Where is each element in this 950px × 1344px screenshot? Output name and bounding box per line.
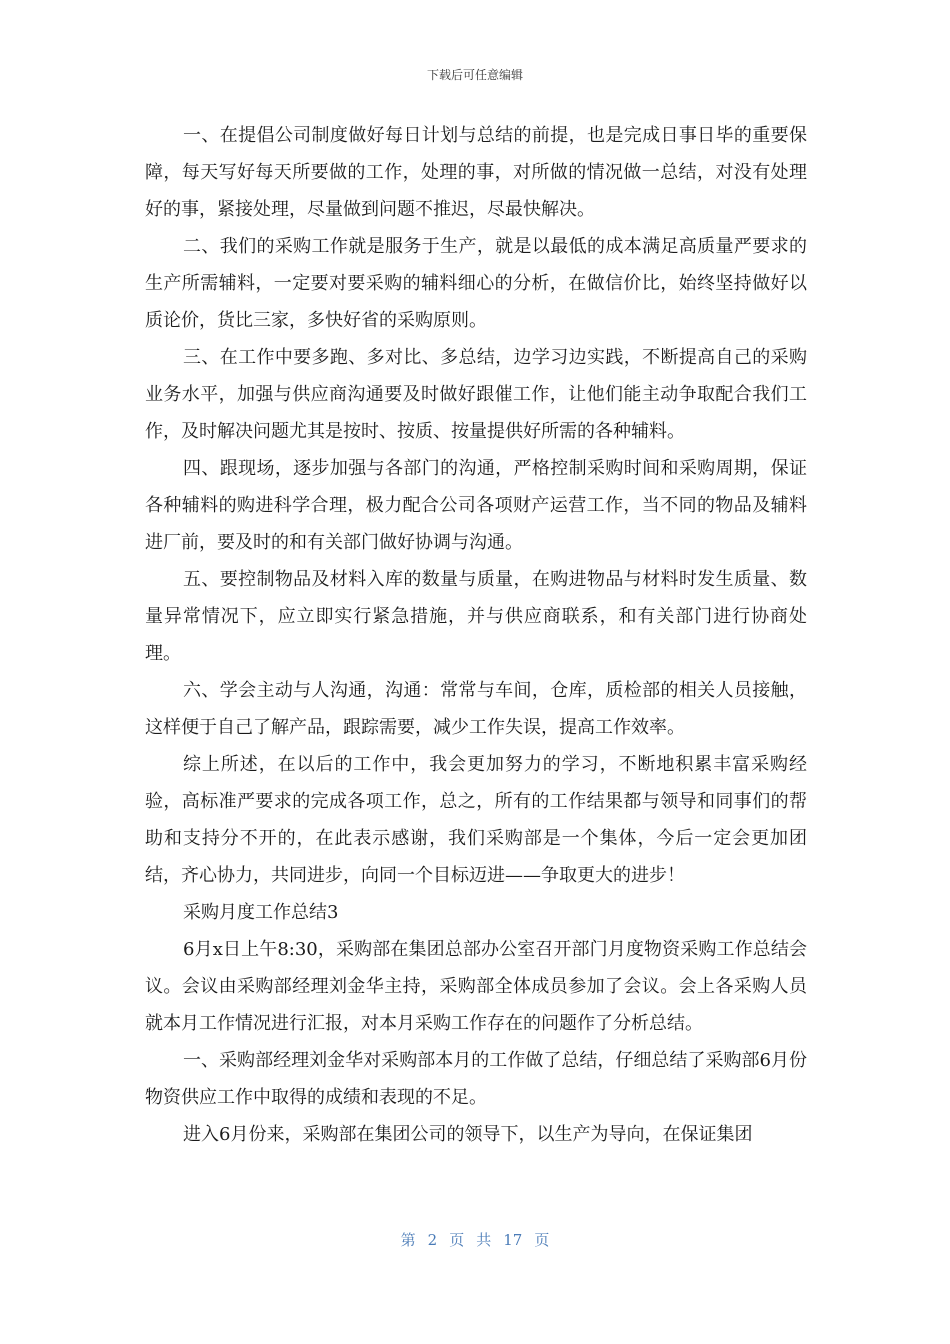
paragraph-7: 综上所述，在以后的工作中，我会更加努力的学习，不断地积累丰富采购经验，高标准严要求的完成各项工作，总之，所有的工作结果都与领导和同事们的帮助和支持分不开的，在此表示感谢，我们采购部是一个集体，今后一定会更加团结，齐心协力，共同进步，向同一个目标迈进——争取更大的进步！ xyxy=(145,754,807,886)
paragraph-10: 进入6月份来，采购部在集团公司的领导下，以生产为导向，在保证集团 xyxy=(183,1124,753,1145)
footer-label-end: 页 xyxy=(534,1231,550,1249)
paragraph-5: 五、要控制物品及材料入库的数量与质量，在购进物品与材料时发生质量、数量异常情况下，应立即实行紧急措施，并与供应商联系，和有关部门进行协商处理。 xyxy=(145,569,807,664)
page-footer xyxy=(0,1229,950,1250)
paragraph-2: 二、我们的采购工作就是服务于生产，就是以最低的成本满足高质量严要求的生产所需辅料，一定要对要采购的辅料细心的分析，在做信价比，始终坚持做好以质论价，货比三家，多快好省的采购原则。 xyxy=(145,236,807,331)
document-body xyxy=(145,117,807,1153)
footer-current-page: 2 xyxy=(427,1231,438,1249)
section-heading: 采购月度工作总结3 xyxy=(183,902,339,923)
footer-label-page: 第 xyxy=(400,1231,416,1249)
paragraph-3: 三、在工作中要多跑、多对比、多总结，边学习边实践，不断提高自己的采购业务水平，加强与供应商沟通要及时做好跟催工作，让他们能主动争取配合我们工作，及时解决问题尤其是按时、按质、按量提供好所需的各种辅料。 xyxy=(145,347,807,442)
paragraph-8: 6月x日上午8:30，采购部在集团总部办公室召开部门月度物资采购工作总结会议。会议由采购部经理刘金华主持，采购部全体成员参加了会议。会上各采购人员就本月工作情况进行汇报，对本月采购工作存在的问题作了分析总结。 xyxy=(145,939,807,1034)
footer-label-total: 共 xyxy=(476,1231,492,1249)
footer-label-of: 页 xyxy=(449,1231,465,1249)
footer-total-pages: 17 xyxy=(503,1231,523,1249)
paragraph-4: 四、跟现场，逐步加强与各部门的沟通，严格控制采购时间和采购周期，保证各种辅料的购进科学合理，极力配合公司各项财产运营工作，当不同的物品及辅料进厂前，要及时的和有关部门做好协调与沟通。 xyxy=(145,458,807,553)
paragraph-9: 一、采购部经理刘金华对采购部本月的工作做了总结，仔细总结了采购部6月份物资供应工作中取得的成绩和表现的不足。 xyxy=(145,1050,807,1108)
page-header: 下载后可任意编辑 xyxy=(426,68,523,82)
paragraph-1: 一、在提倡公司制度做好每日计划与总结的前提，也是完成日事日毕的重要保障，每天写好每天所要做的工作，处理的事，对所做的情况做一总结，对没有处理好的事，紧接处理，尽量做到问题不推迟，尽最快解决。 xyxy=(145,125,807,220)
paragraph-6: 六、学会主动与人沟通，沟通：常常与车间，仓库，质检部的相关人员接触，这样便于自己了解产品，跟踪需要，减少工作失误，提高工作效率。 xyxy=(145,680,807,738)
